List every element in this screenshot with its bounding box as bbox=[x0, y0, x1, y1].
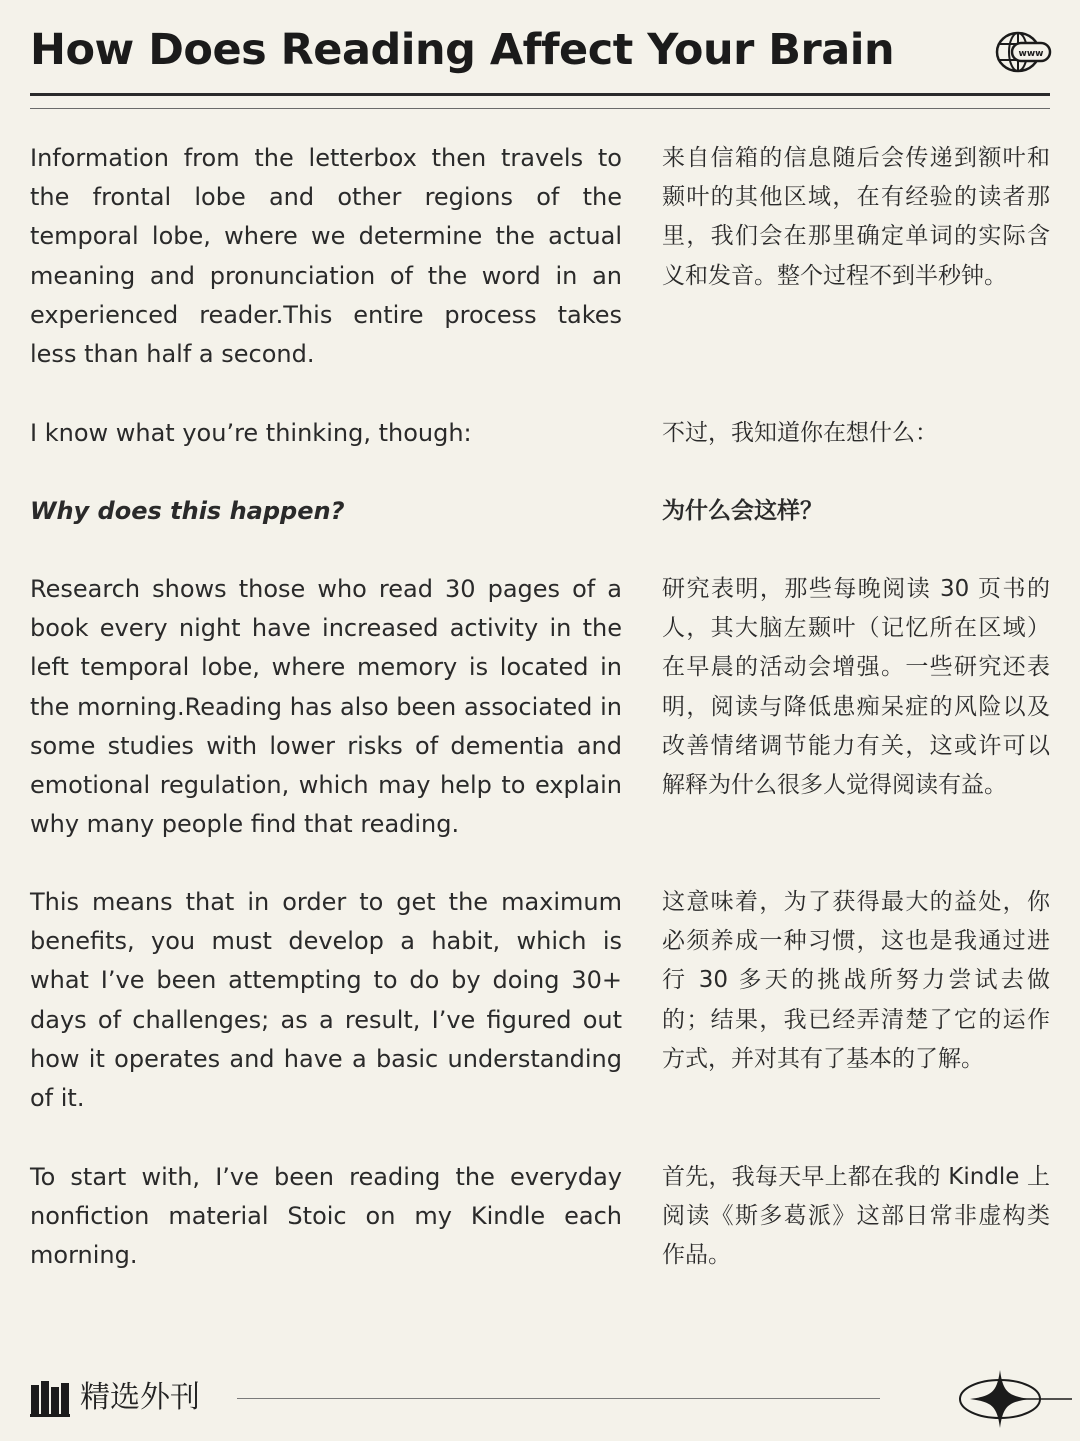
paragraph-zh-3: 研究表明，那些每晚阅读 30 页书的人，其大脑左颞叶（记忆所在区域）在早晨的活动会增强。一些研究还表明，阅读与降低患痴呆症的风险以及改善情绪调节能力有关，这或许可以解释为什么很多人觉得阅读有益。 bbox=[662, 576, 1050, 799]
footer-brand-label: 精选外刊 bbox=[80, 1380, 200, 1415]
footer-rule bbox=[237, 1398, 880, 1399]
subheading-zh: 为什么会这样？ bbox=[662, 498, 823, 524]
sparkle-star-icon bbox=[952, 1368, 1072, 1430]
paragraph-zh-4: 这意味着，为了获得最大的益处，你必须养成一种习惯，这也是我通过进行 30 多天的挑战所努力尝试去做的；结果，我已经弄清楚了它的运作方式，并对其有了基本的了解。 bbox=[662, 889, 1050, 1072]
svg-text:www: www bbox=[1018, 49, 1044, 59]
paragraph-en-4: This means that in order to get the maximum benefits, you must develop a habit, which is what I’ve been attempting to do by doing 30+ days of challenges; as a result, I’ve figured out how it operates and have a basic understanding of it. bbox=[30, 888, 622, 1113]
paragraph-en-3: Research shows those who read 30 pages of a book every night have increased activity in the left temporal lobe, where memory is located in the morning.Reading has also been associated in some studies with lower risks of dementia and emotional regulation, which may help to explain why many people find that reading. bbox=[30, 575, 622, 839]
paragraph-zh-2: 不过，我知道你在想什么： bbox=[662, 420, 938, 446]
paragraph-zh-1: 来自信箱的信息随后会传递到额叶和颞叶的其他区域，在有经验的读者那里，我们会在那里确定单词的实际含义和发音。整个过程不到半秒钟。 bbox=[662, 145, 1050, 289]
paragraph-en-5: To start with, I’ve been reading the everyday nonfiction material Stoic on my Kindle each morning. bbox=[30, 1163, 622, 1270]
paragraph-en-1: Information from the letterbox then travels to the frontal lobe and other regions of the temporal lobe, where we determine the actual meaning and pronunciation of the word in an experienced reader.This entire process takes less than half a second. bbox=[30, 144, 622, 369]
paragraph-zh-5: 首先，我每天早上都在我的 Kindle 上阅读《斯多葛派》这部日常非虚构类作品。 bbox=[662, 1164, 1050, 1269]
paragraph-en-2: I know what you’re thinking, though: bbox=[30, 419, 472, 447]
books-icon bbox=[30, 1381, 70, 1417]
page-title: How Does Reading Affect Your Brain bbox=[30, 25, 895, 75]
subheading-en: Why does this happen? bbox=[30, 497, 345, 525]
header-rule-thick bbox=[30, 93, 1050, 96]
header-rule-thin bbox=[30, 108, 1050, 109]
globe-www-icon bbox=[994, 30, 1052, 74]
